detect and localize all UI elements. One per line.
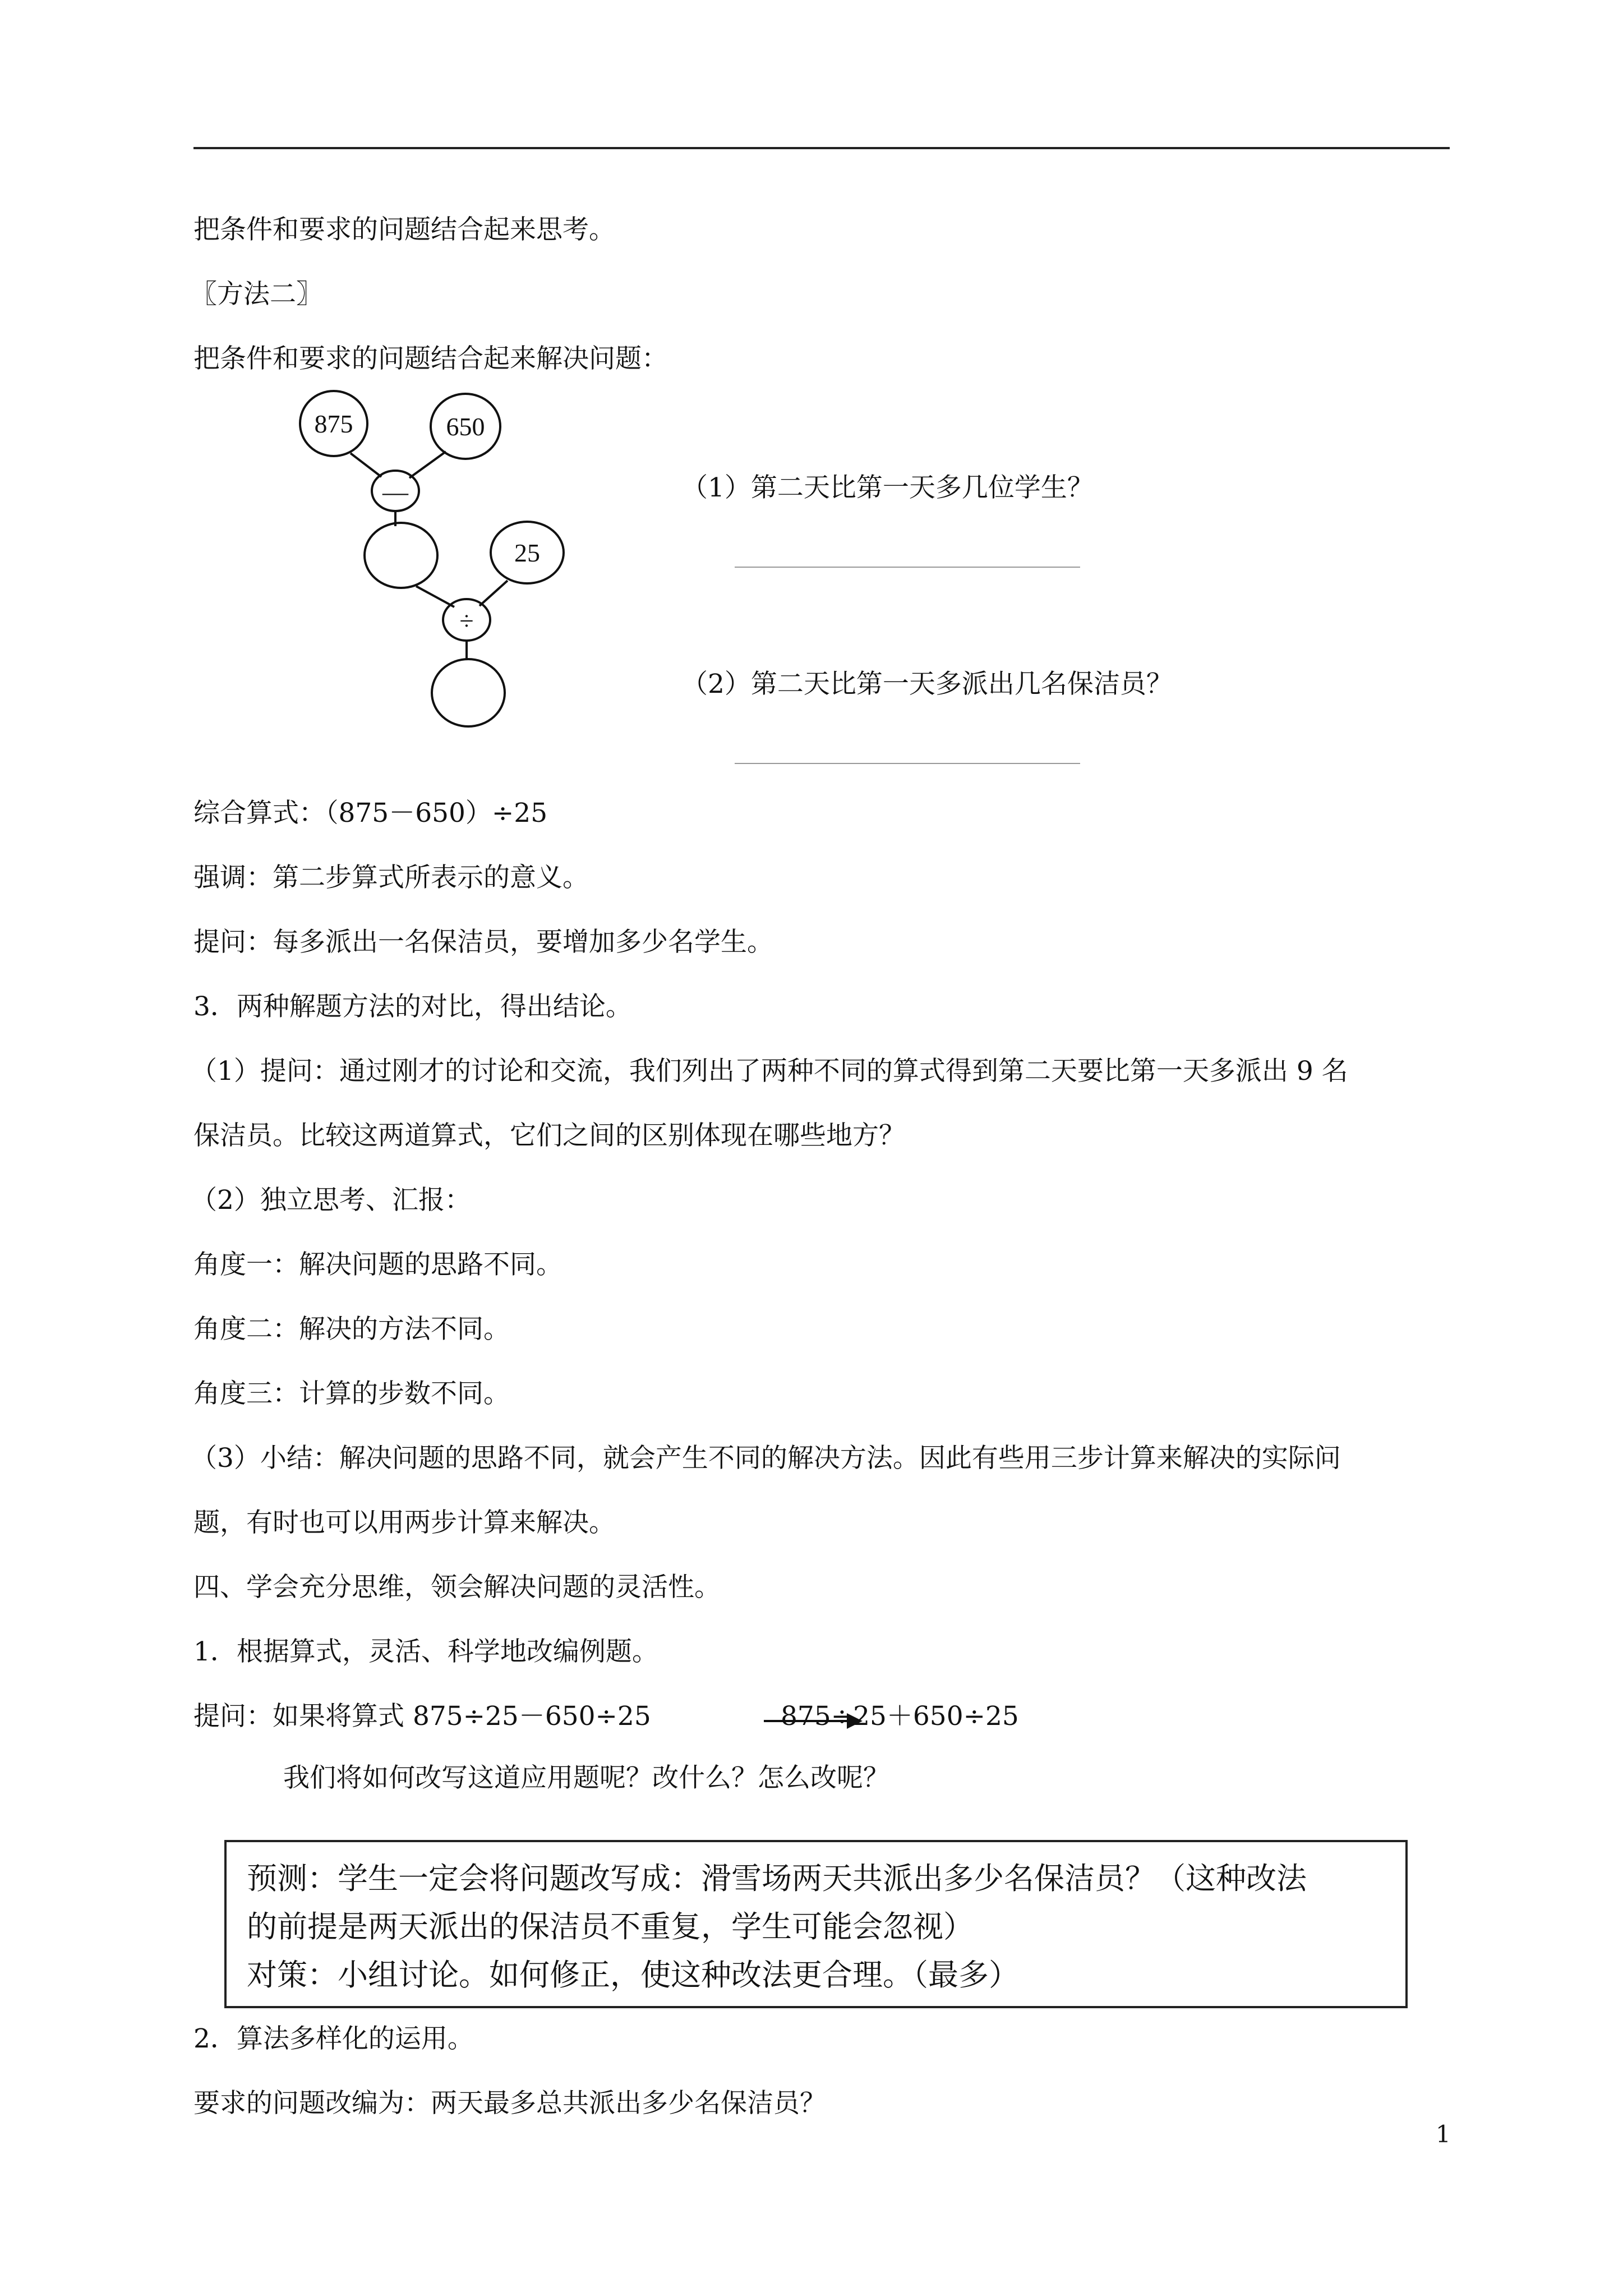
node-quotient-blank: [432, 659, 505, 726]
question-line: 提问：每多派出一名保洁员，要增加多少名学生。: [193, 927, 773, 958]
edge-875-minus: [351, 453, 381, 477]
note-line-3: 对策：小组讨论。如何修正，使这种改法更合理。（最多）: [247, 1957, 1019, 1993]
section-3-title: 3．两种解题方法的对比，得出结论。: [193, 991, 632, 1022]
question-2: （2）第二天比第一天多派出几名保洁员？: [681, 669, 1173, 700]
section-3-summary-line-1: （3）小结：解决问题的思路不同，就会产生不同的解决方法。因此有些用三步计算来解决的实际问: [191, 1443, 1341, 1474]
calculation-tree-diagram: [292, 381, 594, 740]
edge-difference-divide: [416, 586, 454, 607]
section-4-title: 四、学会充分思维，领会解决问题的灵活性。: [193, 1572, 721, 1603]
header-rule: [193, 147, 1450, 149]
node-650-label: 650: [446, 412, 485, 441]
answer-blank-2: [735, 763, 1080, 764]
angle-two: 角度二：解决的方法不同。: [193, 1314, 510, 1345]
divide-sign: ÷: [459, 606, 474, 635]
section-3-item-1-line-2: 保洁员。比较这两道算式，它们之间的区别体现在哪些地方？: [193, 1120, 905, 1151]
node-875-label: 875: [314, 409, 353, 438]
intro-line: 把条件和要求的问题结合起来思考。: [193, 214, 615, 245]
edge-650-minus: [409, 452, 446, 478]
node-difference-blank: [365, 523, 437, 588]
rewrite-question-left: 提问：如果将算式 875÷25－650÷25: [193, 1701, 651, 1732]
section-3-item-1-line-1: （1）提问：通过刚才的讨论和交流，我们列出了两种不同的算式得到第二天要比第一天多派出 9 名: [191, 1056, 1348, 1087]
method-two-intro: 把条件和要求的问题结合起来解决问题：: [193, 343, 668, 374]
section-3-summary-line-2: 题，有时也可以用两步计算来解决。: [193, 1507, 615, 1538]
emphasis-line: 强调：第二步算式所表示的意义。: [193, 862, 589, 893]
answer-blank-1: [735, 567, 1080, 568]
edge-25-divide: [479, 581, 508, 606]
page-number: 1: [1436, 2120, 1451, 2148]
angle-one: 角度一：解决问题的思路不同。: [193, 1249, 562, 1280]
note-line-2: 的前提是两天派出的保洁员不重复，学生可能会忽视）: [247, 1909, 974, 1944]
note-line-1: 预测：学生一定会将问题改写成：滑雪场两天共派出多少名保洁员？（这种改法: [247, 1861, 1307, 1896]
section-3-item-2: （2）独立思考、汇报：: [191, 1185, 471, 1216]
rewritten-requirement: 要求的问题改编为：两天最多总共派出多少名保洁员？: [193, 2088, 826, 2119]
rewrite-question-right: 875÷25＋650÷25: [781, 1701, 1019, 1732]
prediction-note-box: [224, 1840, 1408, 2008]
section-4-item-2: 2．算法多样化的运用。: [193, 2023, 474, 2054]
node-25-label: 25: [514, 539, 540, 567]
rewrite-question-follow-up: 我们将如何改写这道应用题呢？改什么？怎么改呢？: [283, 1763, 889, 1793]
angle-three: 角度三：计算的步数不同。: [193, 1378, 510, 1409]
method-two-heading: 〖方法二〗: [191, 279, 322, 310]
section-4-item-1: 1．根据算式，灵活、科学地改编例题。: [193, 1636, 658, 1667]
combined-formula: 综合算式：（875－650）÷25: [193, 798, 548, 829]
minus-sign: —: [382, 477, 408, 506]
question-1: （1）第二天比第一天多几位学生？: [681, 472, 1094, 503]
